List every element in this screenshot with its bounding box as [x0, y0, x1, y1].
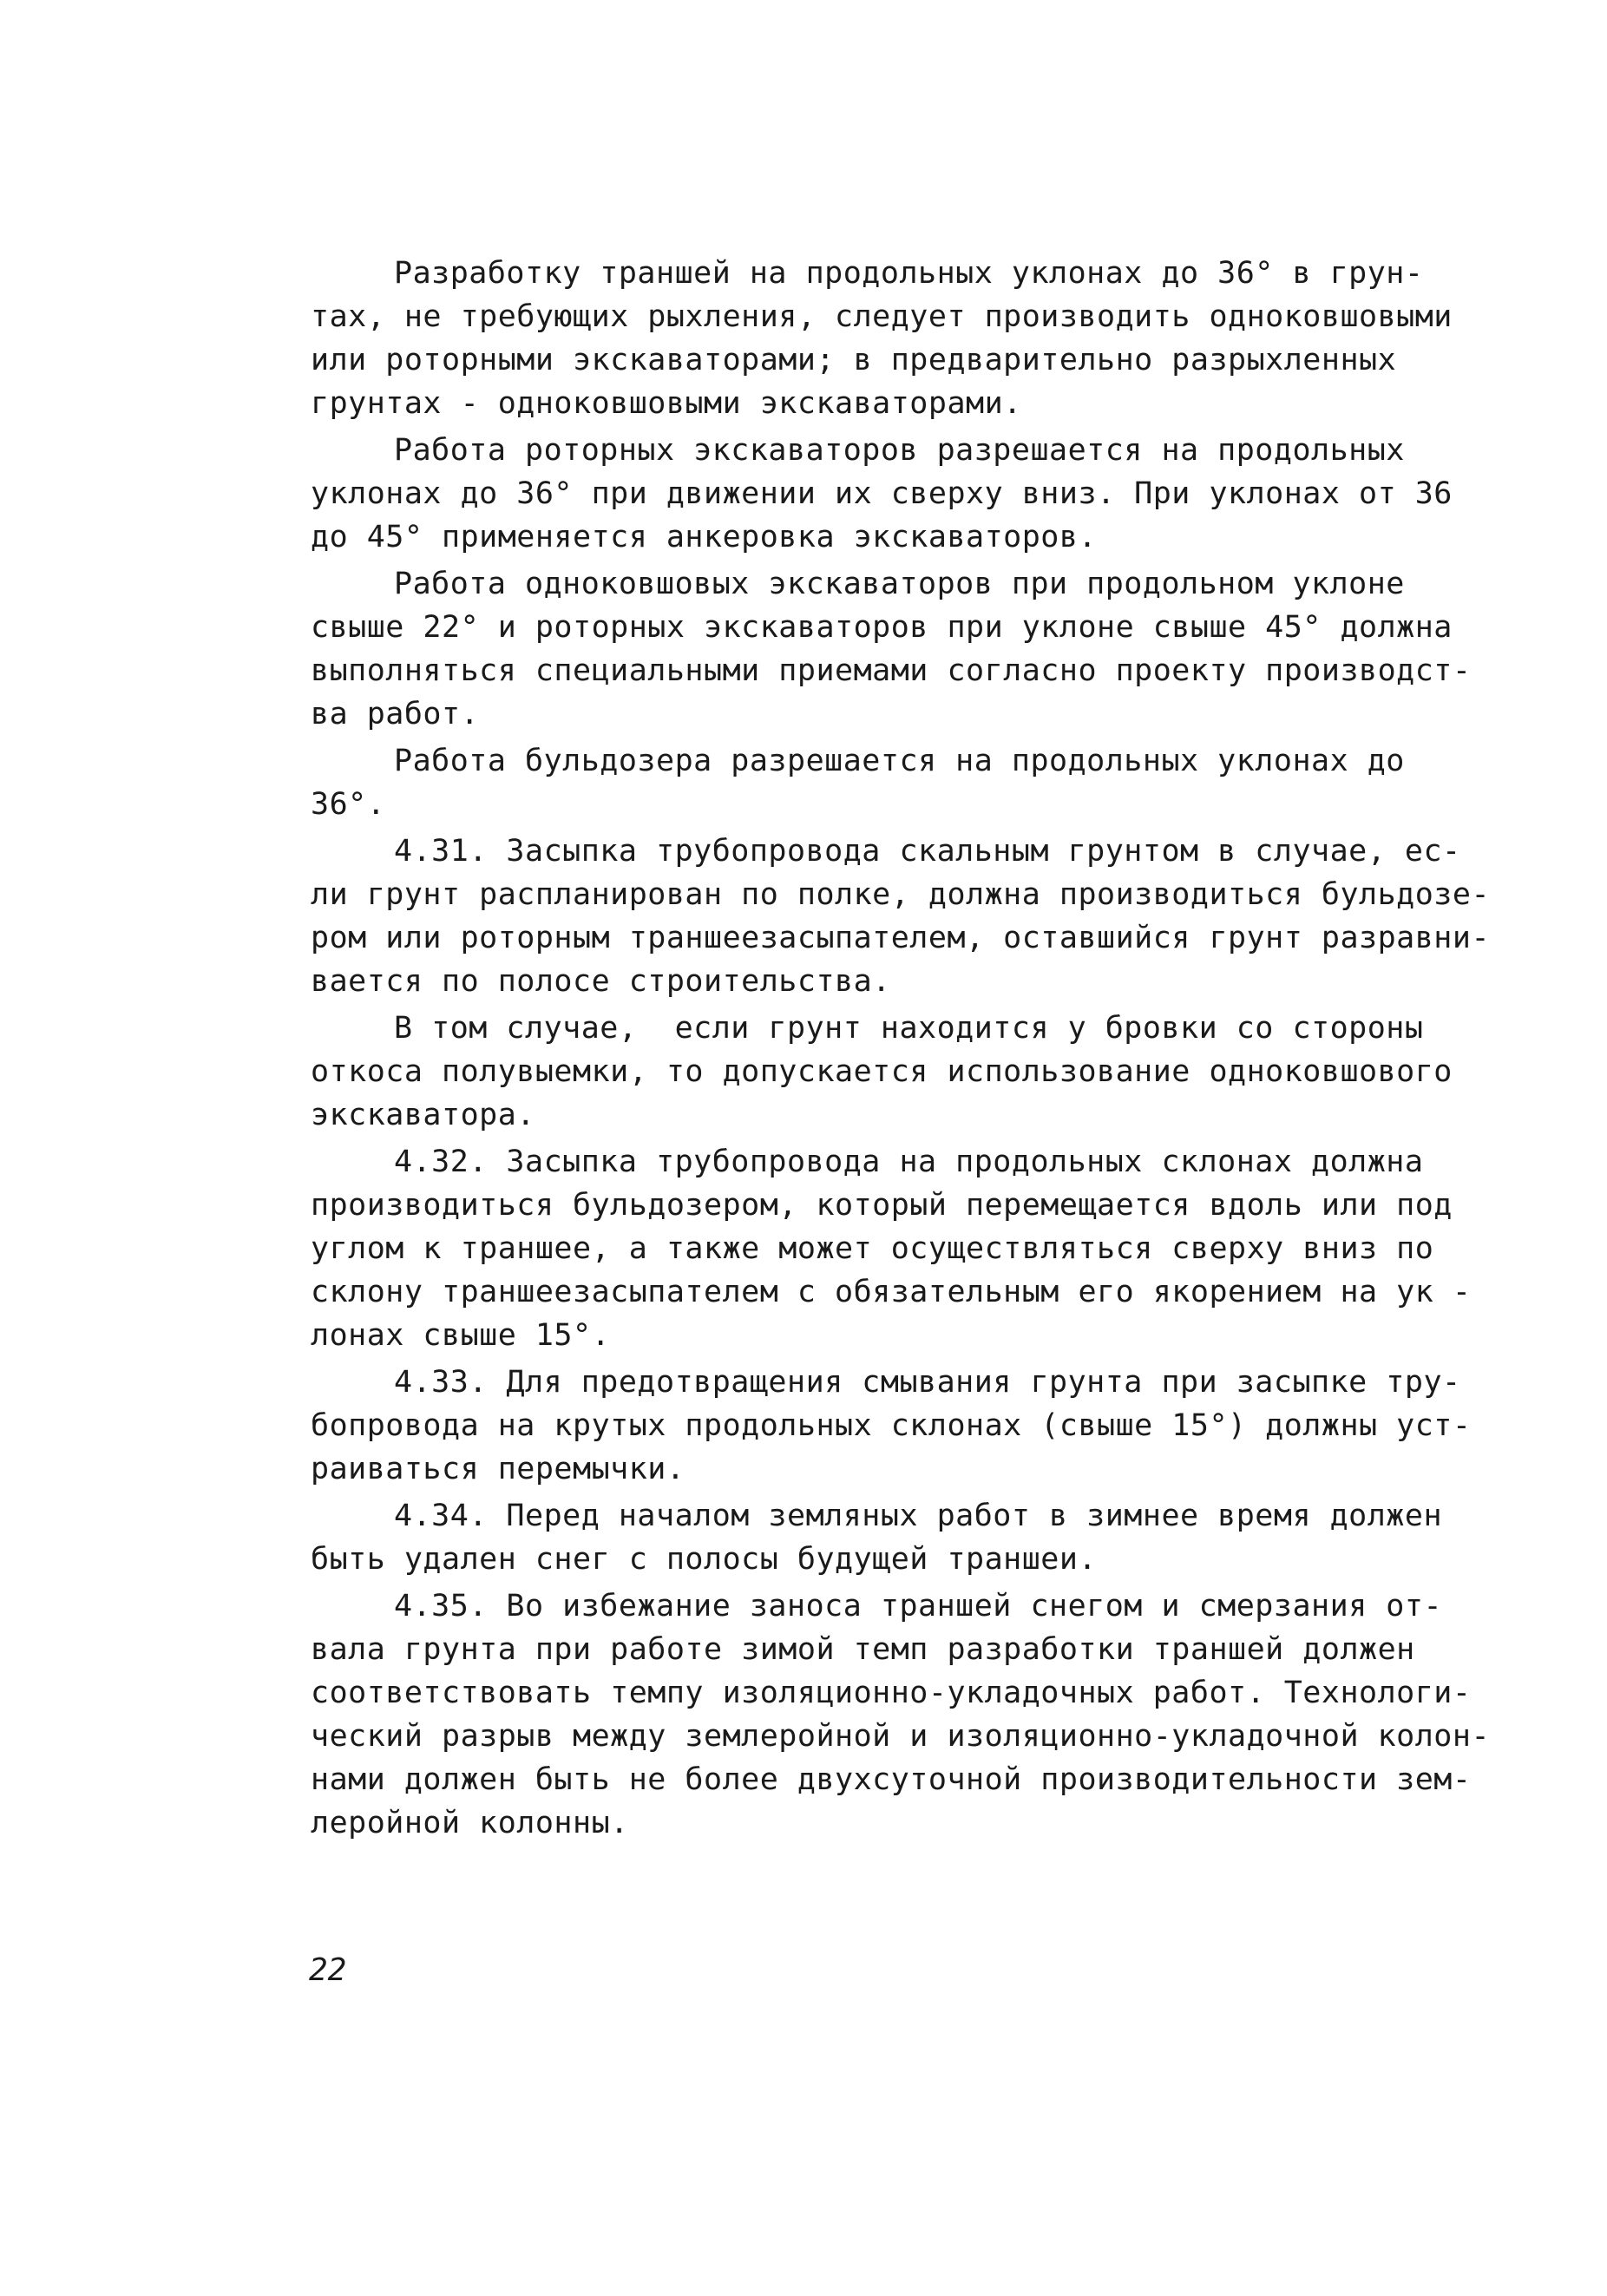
text-line: нами должен быть не более двухсуточной производительности зем-	[311, 1762, 1472, 1797]
text-line: 4.34. Перед началом земляных работ в зимнее время должен	[394, 1499, 1443, 1533]
text-line: ли грунт распланирован по полке, должна производиться бульдозе-	[311, 877, 1491, 912]
text-line: откоса полувыемки, то допускается использование одноковшового	[311, 1054, 1453, 1089]
text-line: Разработку траншей на продольных уклонах до 36° в грун-	[394, 256, 1424, 291]
text-line: уклонах до 36° при движении их сверху вниз. При уклонах от 36	[311, 476, 1453, 511]
text-line: 4.33. Для предотвращения смывания грунта при засыпке тру-	[394, 1365, 1461, 1400]
text-line: быть удален снег с полосы будущей траншеи.	[311, 1542, 1098, 1577]
text-line: или роторными экскаваторами; в предварительно разрыхленных	[311, 343, 1397, 377]
text-line: 36°.	[311, 787, 386, 822]
text-line: вается по полосе строительства.	[311, 964, 891, 999]
text-line: 4.32. Засыпка трубопровода на продольных склонах должна	[394, 1145, 1424, 1179]
text-line: Работа одноковшовых экскаваторов при продольном уклоне	[394, 567, 1405, 601]
page-number: 22	[309, 1952, 347, 1988]
text-line: Работа бульдозера разрешается на продольных уклонах до	[394, 744, 1405, 778]
text-line: ческий разрыв между землеройной и изоляционно-укладочной колон-	[311, 1719, 1491, 1754]
text-line: ром или роторным траншеезасыпателем, оставшийся грунт разравни-	[311, 921, 1491, 955]
text-line: В том случае, если грунт находится у бровки со стороны	[394, 1011, 1424, 1046]
text-line: экскаватора.	[311, 1098, 535, 1132]
text-line: бопровода на крутых продольных склонах (свыше 15°) должны уст-	[311, 1408, 1472, 1443]
text-line: склону траншеезасыпателем с обязательным его якорением на ук -	[311, 1275, 1472, 1309]
text-line: грунтах - одноковшовыми экскаваторами.	[311, 386, 1022, 421]
text-line: леройной колонны.	[311, 1806, 629, 1840]
text-line: соответствовать темпу изоляционно-укладочных работ. Технологи-	[311, 1676, 1472, 1710]
text-line: до 45° применяется анкеровка экскаваторов.	[311, 520, 1098, 554]
text-line: свыше 22° и роторных экскаваторов при уклоне свыше 45° должна	[311, 610, 1453, 645]
text-line: 4.35. Во избежание заноса траншей снегом и смерзания от-	[394, 1589, 1443, 1624]
text-line: Работа роторных экскаваторов разрешается на продольных	[394, 433, 1405, 468]
text-line: производиться бульдозером, который перемещается вдоль или под	[311, 1188, 1453, 1223]
text-line: ва работ.	[311, 697, 480, 731]
text-line: 4.31. Засыпка трубопровода скальным грунтом в случае, ес-	[394, 834, 1461, 869]
body-text	[311, 252, 1491, 1845]
text-line: тах, не требующих рыхления, следует производить одноковшовыми	[311, 299, 1453, 334]
text-line: вала грунта при работе зимой темп разработки траншей должен	[311, 1632, 1415, 1667]
text-line: раиваться перемычки.	[311, 1452, 685, 1486]
text-line: лонах свыше 15°.	[311, 1318, 611, 1353]
text-line: углом к траншее, а также может осуществляться сверху вниз по	[311, 1231, 1434, 1266]
text-line: выполняться специальными приемами согласно проекту производст-	[311, 653, 1472, 688]
